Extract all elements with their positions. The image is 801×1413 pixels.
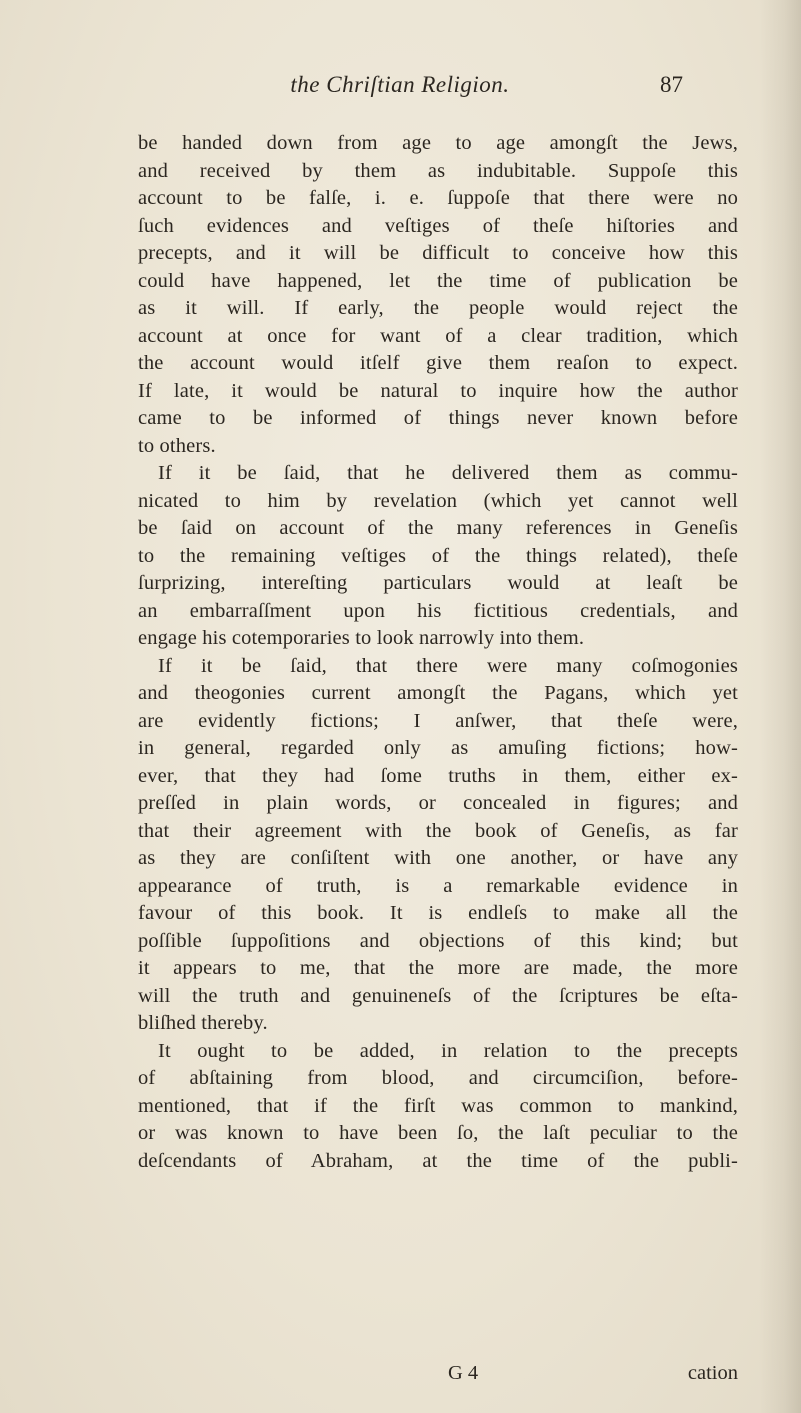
page-edge-shadow: [759, 0, 801, 1413]
text-line: as it will. If early, the people would reject the: [138, 297, 738, 319]
text-line: of abſtaining from blood, and circumciſion, before-: [138, 1067, 738, 1089]
text-line: ſurprizing, intereſting particulars would at leaſt be: [138, 572, 738, 594]
text-line: as they are conſiſtent with one another, or have any: [138, 847, 738, 869]
text-line: in general, regarded only as amuſing fictions; how-: [138, 737, 738, 759]
running-head: [0, 72, 801, 106]
text-line: the account would itſelf give them reaſon to expect.: [138, 352, 738, 374]
text-line: will the truth and genuineneſs of the ſcriptures be eſta-: [138, 984, 738, 1007]
text-line: to the remaining veſtiges of the things related), theſe: [138, 544, 738, 567]
text-line: poſſible ſuppoſitions and objections of this kind; but: [138, 929, 738, 952]
text-line: nicated to him by revelation (which yet cannot well: [138, 489, 738, 512]
text-line: favour of this book. It is endleſs to make all the: [138, 902, 738, 924]
text-line: an embarraſſment upon his fictitious credentials, and: [138, 599, 738, 622]
text-line: ever, that they had ſome truths in them, either ex-: [138, 764, 738, 787]
text-line: be handed down from age to age amongſt the Jews,: [138, 132, 738, 154]
text-line: precepts, and it will be difficult to conceive how this: [138, 242, 738, 264]
text-line: preſſed in plain words, or concealed in figures; and: [138, 792, 738, 814]
text-line: mentioned, that if the firſt was common to mankind,: [138, 1094, 738, 1117]
text-line: that their agreement with the book of Geneſis, as far: [138, 819, 738, 842]
text-line: to others.: [138, 434, 216, 457]
body-text: [138, 130, 738, 1175]
text-line: account at once for want of a clear tradition, which: [138, 324, 738, 347]
footer-row: [138, 1362, 738, 1390]
text-line: it appears to me, that the more are made, the more: [138, 957, 738, 979]
text-line: and theogonies current amongſt the Pagans, which yet: [138, 682, 738, 704]
text-line: account to be falſe, i. e. ſuppoſe that there were no: [138, 187, 738, 209]
text-line: If it be ſaid, that there were many coſmogonies: [158, 654, 738, 677]
text-line: If it be ſaid, that he delivered them as commu-: [158, 462, 738, 484]
catchword: cation: [687, 1362, 738, 1384]
text-line: and received by them as indubitable. Suppoſe this: [138, 159, 738, 182]
page-number: 87: [660, 72, 683, 97]
text-line: It ought to be added, in relation to the precepts: [158, 1039, 738, 1062]
text-line: If late, it would be natural to inquire how the author: [138, 379, 738, 402]
text-line: could have happened, let the time of publication be: [138, 269, 738, 292]
text-line: deſcendants of Abraham, at the time of the publi-: [138, 1149, 738, 1172]
text-line: appearance of truth, is a remarkable evidence in: [138, 874, 738, 897]
text-line: engage his cotemporaries to look narrowly into them.: [138, 627, 585, 649]
text-line: bliſhed thereby.: [138, 1012, 268, 1034]
running-title: the Chriſtian Religion.: [290, 72, 510, 97]
text-line: or was known to have been ſo, the laſt peculiar to the: [138, 1122, 738, 1144]
text-line: ſuch evidences and veſtiges of theſe hiſtories and: [138, 214, 738, 237]
text-line: came to be informed of things never known before: [138, 407, 738, 429]
text-line: are evidently fictions; I anſwer, that theſe were,: [138, 709, 738, 732]
signature-mark: G 4: [448, 1362, 479, 1384]
text-line: be ſaid on account of the many references in Geneſis: [138, 517, 738, 539]
